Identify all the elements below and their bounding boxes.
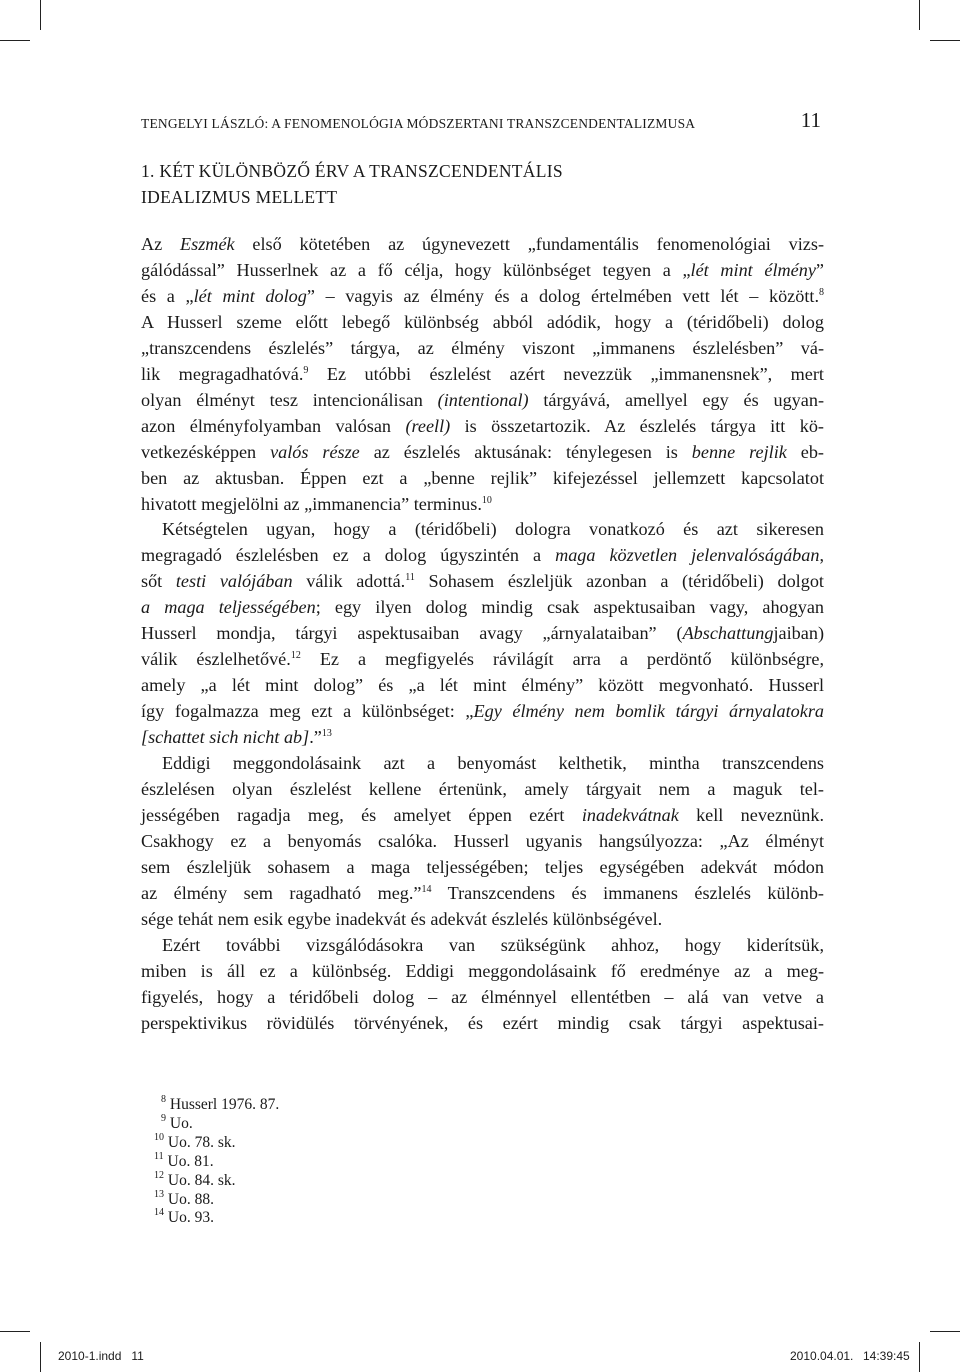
text-line: amely „a lét mint dolog” és „a lét mint élmény” között megvonható. Husserl (141, 675, 824, 696)
crop-mark (930, 40, 960, 41)
paragraph (141, 933, 824, 1037)
text-line: a maga teljességében; egy ilyen dolog mindig csak aspektusaiban vagy, ahogyan (141, 597, 825, 618)
footnote: $^{11}$ Uo. 81. (154, 1150, 214, 1170)
paragraph (141, 232, 824, 517)
text-line: A Husserl szeme előtt lebegő különbség abból adódik, hogy a (téridőbeli) dolog (141, 311, 824, 332)
heading-line: IDEALIZMUS MELLETT (141, 187, 338, 207)
text-line: megragadó észlelésben ez a dolog úgyszintén a maga közvetlen jelenvalóságában, (141, 545, 824, 566)
text-line: lik megragadhatóvá.$^9$ Ez utóbbi észlelést azért nevezzük „immanensnek”, mert (141, 363, 824, 384)
text-line: [schattet sich nicht ab].”$^{13}$ (141, 727, 332, 748)
text-line: Eddigi meggondolásaink azt a benyomást kelthetik, mintha transzcendens (162, 753, 824, 774)
text-line: Az Eszmék első kötetében az úgynevezett „fundamentális fenomenológiai vizs- (141, 234, 824, 254)
footnote: $^{13}$ Uo. 88. (154, 1188, 214, 1208)
crop-mark (0, 40, 30, 41)
text-line: sőt testi valójában válik adottá.$^{11}$ Sohasem észleljük azonban a (téridőbeli) dolgot (141, 571, 824, 592)
text-line: „transzcendens észlelés” tárgya, az élmény viszont „immanens észlelésben” vá- (141, 337, 824, 358)
text-line: Kétségtelen ugyan, hogy a (téridőbeli) dologra vonatkozó és azt sikeresen (162, 519, 824, 540)
text-line: hivatott megjelölni az „immanencia” terminus.$^{10}$ (141, 493, 492, 514)
body-text (141, 232, 824, 1037)
paragraph (141, 751, 824, 933)
slug-time: 14:39:45 (863, 1349, 910, 1363)
text-line: Husserl mondja, tárgyi aspektusaiban avagy „árnyalataiban” (Abschattungjaiban) (141, 623, 824, 644)
footnote-ref: 11 (405, 572, 415, 584)
crop-mark (40, 0, 41, 30)
text-line: sem észleljük sohasem a maga teljességében; teljes egységében adekvát módon (141, 856, 824, 877)
footnotes (154, 1094, 561, 1228)
text-line: olyan élményt tesz intencionálisan (intentional) tárgyává, amellyel egy és ugyan- (141, 389, 825, 410)
footnote-ref: 8 (819, 286, 824, 298)
footnote: $^{14}$ Uo. 93. (154, 1207, 214, 1227)
text-line: jességében ragadja meg, és amelyet éppen ezért inadekvátnak kell neveznünk. (141, 804, 825, 825)
heading-line: 1. KÉT KÜLÖNBÖZŐ ÉRV A TRANSZCENDENTÁLIS (141, 161, 563, 181)
slug-file: 2010-1.indd 11 (58, 1349, 144, 1363)
footnote-ref: 9 (303, 364, 309, 376)
footnote-ref: 13 (321, 728, 332, 740)
text-line: az élmény sem ragadható meg.”$^{14}$ Transzcendens és immanens észlelés különb- (141, 882, 824, 903)
text-line: válik észlelhetővé.$^{12}$ Ez a megfigyelés rávilágít arra a perdöntő különbségre, (141, 649, 825, 670)
text-line: figyelés, hogy a téridőbeli dolog – az élménnyel ellentétben – alá van vetve a (141, 986, 824, 1007)
text-line: és a „lét mint dolog” – vagyis az élmény és a dolog értelmében vett lét – között.$^8$ (141, 285, 824, 306)
crop-mark (919, 1342, 920, 1372)
text-line: miben is áll ez a különbség. Eddigi meggondolásaink fő eredménye az a meg- (141, 960, 824, 981)
text-line: sége tehát nem esik egybe inadekvát és adekvát észlelés különbségével. (141, 908, 663, 929)
crop-mark (919, 0, 920, 30)
running-head: TENGELYI LÁSZLÓ: A FENOMENOLÓGIA MÓDSZERTANI TRANSZCENDENTALIZMUSA (141, 116, 696, 131)
footnote-ref: 12 (290, 650, 301, 662)
text-line: Ezért további vizsgálódásokra van szükségünk ahhoz, hogy kiderítsük, (162, 934, 824, 955)
section-heading (141, 158, 821, 210)
footnote-ref: 14 (421, 883, 432, 895)
page-number: 11 (800, 108, 821, 132)
running-header (141, 108, 821, 138)
text-line: észlelésen olyan észlelést kellene értenünk, amely tárgyait nem a maguk tel- (141, 779, 824, 800)
text-line: azon élményfolyamban valósan (reell) is összetartozik. Az észlelés tárgya itt kö- (141, 415, 824, 436)
crop-mark (0, 1331, 30, 1332)
footnote: $^{12}$ Uo. 84. sk. (154, 1169, 236, 1189)
footnote-ref: 10 (481, 494, 492, 506)
paragraph (141, 517, 824, 751)
text-line: gálódással” Husserlnek az a fő célja, hogy különbséget tegyen a „lét mint élmény” (141, 259, 824, 280)
footnote: $^{10}$ Uo. 78. sk. (154, 1131, 236, 1151)
crop-mark (930, 1331, 960, 1332)
footnote: $^8$ Husserl 1976. 87. (161, 1094, 280, 1113)
text-line: Csakhogy ez a benyomás csalóka. Husserl ugyanis hangsúlyozza: „Az élményt (141, 830, 824, 851)
text-line: ben az aktusban. Éppen ezt a „benne rejlik” kifejezéssel jellemzett kapcsolatot (141, 467, 824, 488)
footnote: $^9$ Uo. (161, 1112, 193, 1132)
slug-date: 2010.04.01. (790, 1349, 854, 1363)
text-line: perspektivikus rövidülés törvényének, és ezért mindig csak tárgyi aspektusai- (141, 1012, 824, 1033)
text-line: így fogalmazza meg ezt a különbséget: „Egy élmény nem bomlik tárgyi árnyalatokra (141, 701, 824, 722)
crop-mark (40, 1342, 41, 1372)
text-line: vetkezésképpen valós része az észlelés aktusának: ténylegesen is benne rejlik eb- (141, 441, 824, 462)
